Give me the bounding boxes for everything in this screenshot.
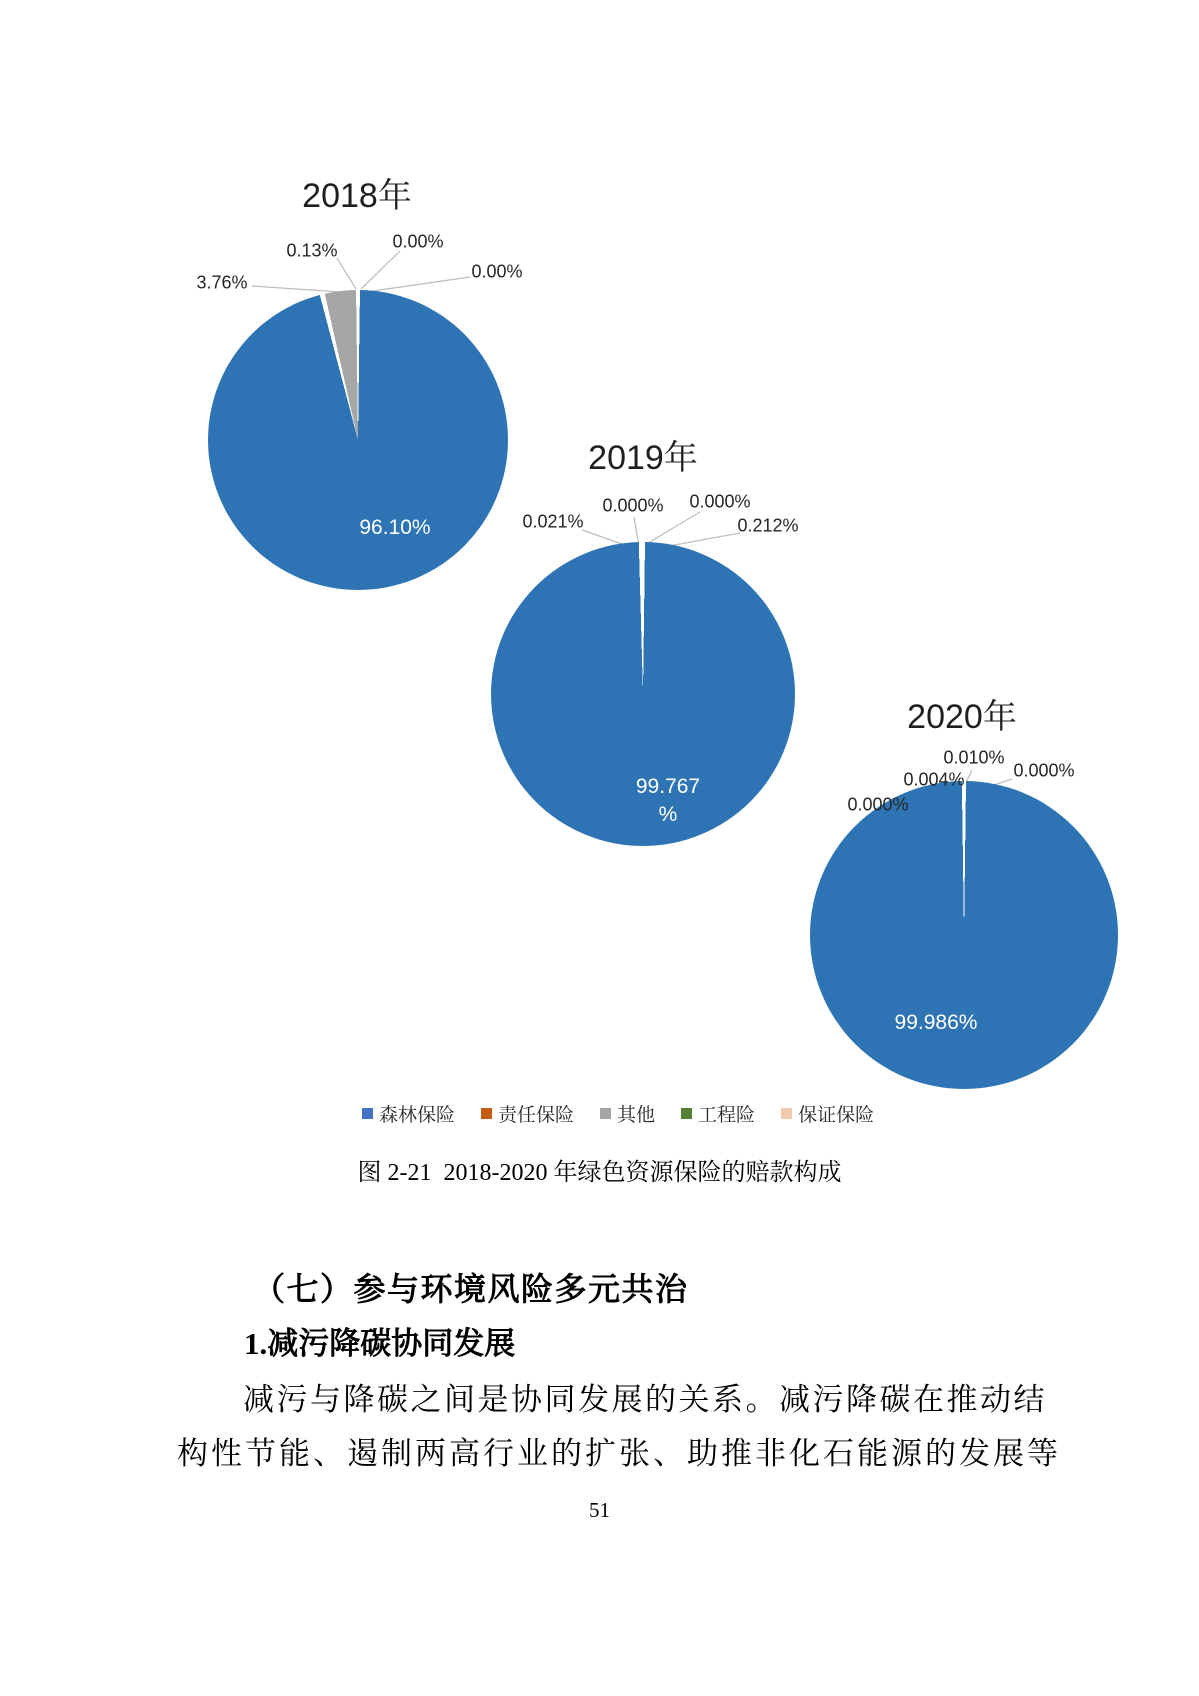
pie-title-2018: 2018年 [302, 177, 412, 215]
section-subheading: 1.减污降碳协同发展 [244, 1326, 516, 1361]
legend-label: 工程险 [698, 1105, 756, 1126]
pie-callout-label: 0.13% [286, 240, 338, 261]
pie-inside-label-line1: 99.767 [635, 775, 701, 798]
pie-inside-label [636, 773, 700, 829]
pie-callout-label: 0.212% [737, 515, 799, 536]
page-number: 51 [589, 1498, 610, 1522]
legend-label: 保证保险 [798, 1105, 875, 1126]
legend-swatch-liability [481, 1108, 492, 1119]
pie-callout-label: 0.004% [903, 769, 965, 790]
chart-legend [362, 1100, 874, 1127]
pie-callout-label: 0.000% [1013, 760, 1075, 781]
pie-inside-label: 96.10% [359, 516, 431, 539]
legend-label: 责任保险 [498, 1105, 575, 1126]
pie-callout-label: 0.010% [943, 747, 1005, 768]
legend-item [600, 1100, 655, 1127]
body-line: 构性节能、遏制两高行业的扩张、助推非化石能源的发展等 [177, 1436, 1061, 1471]
legend-item [362, 1100, 455, 1127]
pie-inside-label: 99.986% [894, 1011, 978, 1034]
pie-circle-2018 [208, 290, 508, 590]
pie-callout-label: 0.00% [392, 231, 444, 252]
legend-swatch-guarantee [781, 1108, 792, 1119]
legend-item [481, 1100, 574, 1127]
legend-label: 森林保险 [379, 1105, 456, 1126]
pie-callout-label: 0.000% [689, 491, 751, 512]
legend-swatch-engineering [681, 1108, 692, 1119]
pie-callout-label: 3.76% [196, 272, 248, 293]
pie-title-2020: 2020年 [907, 698, 1017, 736]
body-line: 减污与降碳之间是协同发展的关系。减污降碳在推动结 [243, 1382, 1047, 1417]
legend-item [681, 1100, 755, 1127]
legend-swatch-other [600, 1108, 611, 1119]
section-heading: （七）参与环境风险多元共治 [253, 1271, 689, 1307]
pie-callout-label: 0.000% [847, 794, 909, 815]
legend-item [781, 1100, 874, 1127]
pie-title-2019: 2019年 [588, 439, 698, 477]
pie-callout-label: 0.021% [522, 511, 584, 532]
pie-circle-2020 [810, 781, 1118, 1089]
legend-label: 其他 [617, 1105, 656, 1126]
pie-callout-label: 0.00% [471, 261, 523, 282]
pie-callout-label: 0.000% [602, 495, 664, 516]
figure-caption: 图 2-21 2018-2020 年绿色资源保险的赔款构成 [357, 1160, 842, 1186]
pie-inside-label-line2: % [658, 803, 678, 826]
legend-swatch-forest [362, 1108, 373, 1119]
